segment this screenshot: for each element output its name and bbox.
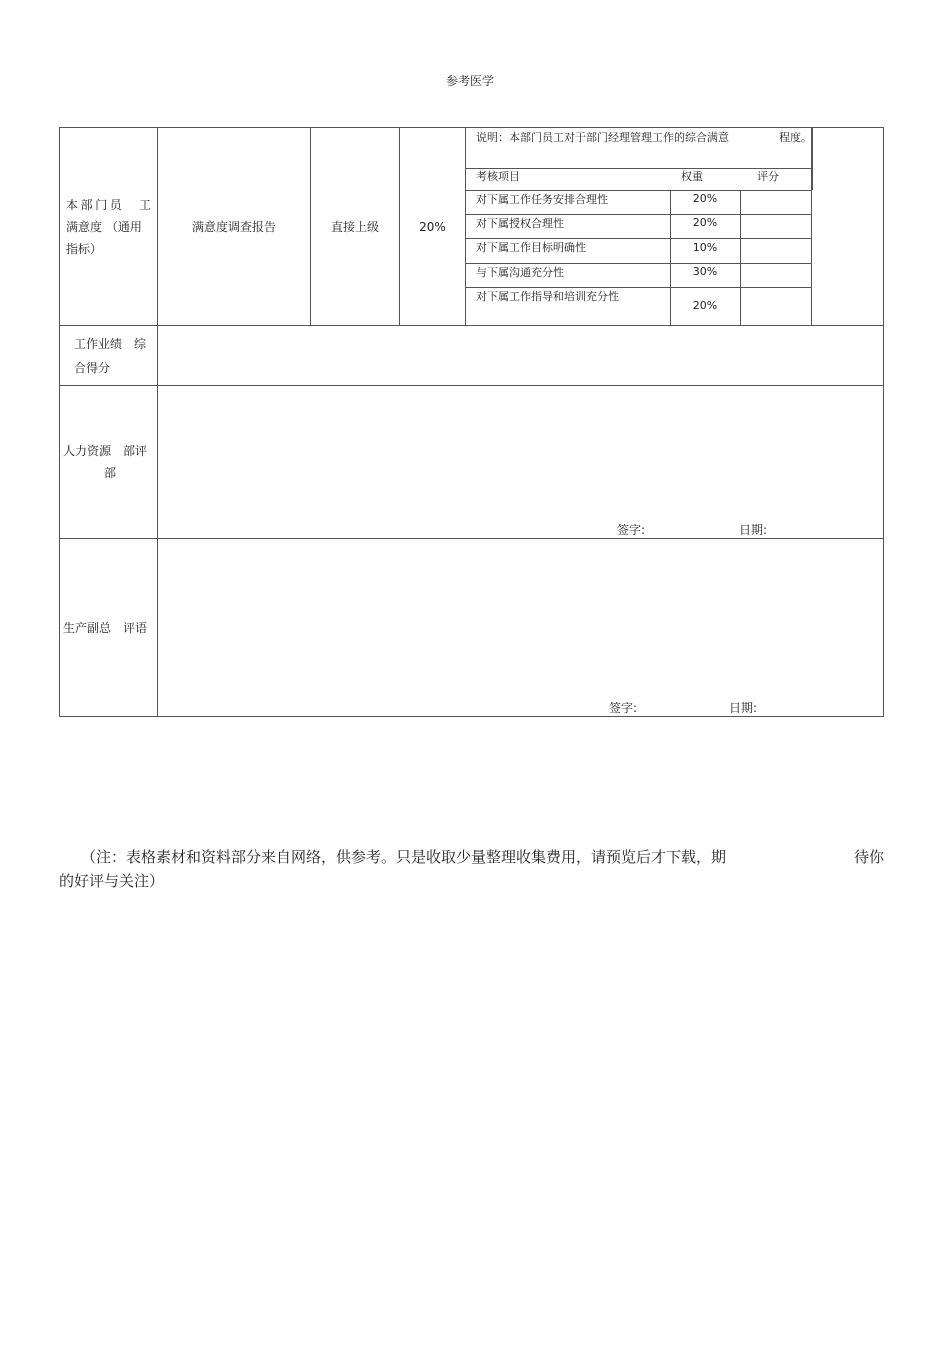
criteria-cell xyxy=(466,128,812,326)
vp-sign-label: 签字: xyxy=(609,701,638,715)
score-label-line: 合得分 xyxy=(74,360,111,375)
hr-label-line: 部 xyxy=(104,466,117,480)
satisfaction-category-cell xyxy=(60,128,158,326)
footnote-text-end: 待你 xyxy=(853,848,884,866)
hr-comment-cell xyxy=(158,386,884,539)
criteria-weight: 20% xyxy=(692,299,718,312)
score-value-cell xyxy=(158,326,884,386)
hr-label-cell xyxy=(60,386,158,539)
blank-cell xyxy=(812,128,884,326)
criteria-subtable xyxy=(466,128,811,325)
footnote-line xyxy=(59,845,884,869)
description-text-end: 程度。 xyxy=(779,131,812,144)
criteria-item: 对下属工作任务安排合理性 xyxy=(476,193,608,206)
score-label-cell xyxy=(60,326,158,386)
criteria-item: 对下属工作指导和培训充分性 xyxy=(476,290,619,303)
hr-sign-label: 签字: xyxy=(617,523,646,537)
criteria-weight: 30% xyxy=(692,265,718,278)
evaluation-table xyxy=(59,127,884,717)
vp-comment-cell xyxy=(158,539,884,717)
criteria-item: 对下属授权合理性 xyxy=(476,217,564,230)
column-header-item: 考核项目 xyxy=(476,170,520,183)
score-label-line: 工作业绩 综 xyxy=(74,336,147,351)
score-row xyxy=(60,326,884,386)
vp-review-row xyxy=(60,539,884,717)
vp-label-cell: 生产副总 评语 xyxy=(60,539,158,717)
satisfaction-row xyxy=(60,128,884,326)
criteria-weight: 10% xyxy=(692,241,718,254)
footnote-line: 的好评与关注） xyxy=(59,872,165,890)
assessor-cell: 直接上级 xyxy=(311,128,400,326)
criteria-item: 对下属工作目标明确性 xyxy=(476,241,586,254)
hr-date-label: 日期: xyxy=(739,523,768,537)
hr-review-row xyxy=(60,386,884,539)
description-text: 说明：本部门员工对于部门经理管理工作的综合满意 xyxy=(476,131,729,144)
footnote xyxy=(59,845,884,893)
page-header: 参考医学 xyxy=(445,74,494,88)
vp-date-label: 日期: xyxy=(729,701,758,715)
column-header-score: 评分 xyxy=(757,170,779,183)
category-line: 本部门员 工 xyxy=(66,197,151,212)
weight-cell: 20% xyxy=(400,128,466,326)
data-source-cell: 满意度调查报告 xyxy=(158,128,311,326)
category-line: 满意度 （通用 xyxy=(66,219,142,234)
criteria-weight: 20% xyxy=(692,216,718,229)
hr-label-line: 人力资源 部评 xyxy=(63,444,148,458)
criteria-item: 与下属沟通充分性 xyxy=(476,266,564,279)
category-line: 指标） xyxy=(66,241,103,256)
criteria-weight: 20% xyxy=(692,192,718,205)
column-header-weight: 权重 xyxy=(681,170,703,183)
footnote-text: （注：表格素材和资料部分来自网络，供参考。只是收取少量整理收集费用，请预览后才下载，期 xyxy=(81,848,727,866)
